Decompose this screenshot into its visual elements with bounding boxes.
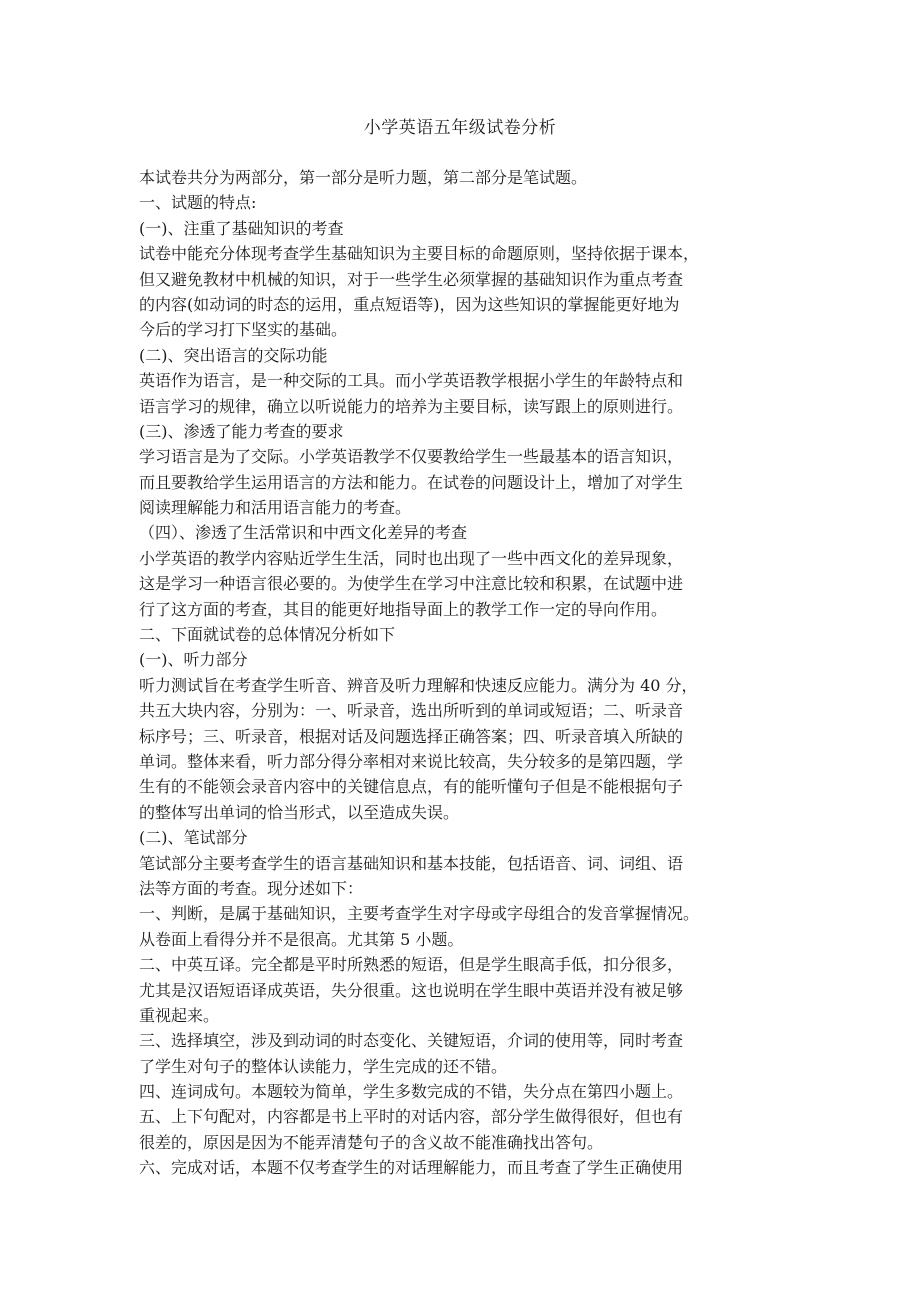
text-line: 生有的不能领会录音内容中的关键信息点，有的能听懂句子但是不能根据句子 (139, 777, 684, 797)
text-line: 共五大块内容，分别为：一、听录音，选出所听到的单词或短语；二、听录音 (139, 701, 684, 721)
text-line: 试卷中能充分体现考查学生基础知识为主要目标的命题原则，坚持依据于课本， (139, 244, 700, 264)
subsection-heading: (二)、笔试部分 (139, 828, 248, 848)
text-line: 从卷面上看得分并不是很高。尤其第 5 小题。 (139, 929, 464, 949)
text-line: 但又避免教材中机械的知识，对于一些学生必须掌握的基础知识作为重点考查 (139, 269, 684, 289)
text-line: 笔试部分主要考查学生的语言基础知识和基本技能，包括语音、词、词组、语 (139, 853, 684, 873)
text-line: 的整体写出单词的恰当形式，以至造成失误。 (139, 802, 460, 822)
text-line: 行了这方面的考查，其目的能更好地指导面上的教学工作一定的导向作用。 (139, 599, 668, 619)
text-line: 单词。整体来看，听力部分得分率相对来说比较高，失分较多的是第四题，学 (139, 751, 684, 771)
subsection-heading: (二)、突出语言的交际功能 (139, 345, 328, 365)
text-line: 六、完成对话，本题不仅考查学生的对话理解能力，而且考查了学生正确使用 (139, 1158, 684, 1178)
text-line: 二、中英互译。完全都是平时所熟悉的短语，但是学生眼高手低，扣分很多， (139, 955, 684, 975)
subsection-heading: (一)、注重了基础知识的考查 (139, 218, 344, 238)
text-line: 五、上下句配对，内容都是书上平时的对话内容，部分学生做得很好，但也有 (139, 1107, 684, 1127)
section-heading: 一、试题的特点: (139, 193, 257, 213)
text-line: 很差的，原因是因为不能弄清楚句子的含义故不能准确找出答句。 (139, 1132, 604, 1152)
document-body (139, 165, 789, 1181)
document-title: 小学英语五年级试卷分析 (363, 118, 557, 138)
subsection-heading: (一)、听力部分 (139, 650, 248, 670)
text-line: 本试卷共分为两部分，第一部分是听力题，第二部分是笔试题。 (139, 168, 588, 187)
text-line: 标序号；三、听录音，根据对话及问题选择正确答案；四、听录音填入所缺的 (139, 726, 684, 746)
text-line: 语言学习的规律，确立以听说能力的培养为主要目标，读写跟上的原则进行。 (139, 396, 684, 416)
text-line: 四、连词成句。本题较为简单，学生多数完成的不错，失分点在第四小题上。 (139, 1082, 684, 1102)
text-line: 小学英语的教学内容贴近学生生活，同时也出现了一些中西文化的差异现象， (139, 548, 684, 568)
section-heading: 二、下面就试卷的总体情况分析如下 (139, 625, 396, 645)
subsection-heading: （四）、渗透了生活常识和中西文化差异的考查 (139, 523, 468, 543)
text-line: 阅读理解能力和活用语言能力的考查。 (139, 498, 412, 518)
text-line: 了学生对句子的整体认读能力，学生完成的还不错。 (139, 1056, 508, 1076)
text-line: 法等方面的考查。现分述如下： (139, 878, 364, 898)
text-line: 今后的学习打下坚实的基础。 (139, 320, 348, 340)
text-line: 英语作为语言，是一种交际的工具。而小学英语教学根据小学生的年龄特点和 (139, 371, 684, 391)
text-line: 的内容(如动词的时态的运用，重点短语等)，因为这些知识的掌握能更好地为 (139, 294, 680, 314)
text-line: 尤其是汉语短语译成英语，失分很重。这也说明在学生眼中英语并没有被足够 (139, 980, 684, 1000)
text-line: 而且要教给学生运用语言的方法和能力。在试卷的问题设计上，增加了对学生 (139, 472, 684, 492)
subsection-heading: (三)、渗透了能力考查的要求 (139, 421, 344, 441)
text-line: 这是学习一种语言很必要的。为使学生在学习中注意比较和积累，在试题中进 (139, 574, 684, 594)
text-line: 学习语言是为了交际。小学英语教学不仅要教给学生一些最基本的语言知识， (139, 447, 684, 467)
text-line: 三、选择填空，涉及到动词的时态变化、关键短语，介词的使用等，同时考查 (139, 1031, 684, 1051)
text-line: 听力测试旨在考查学生听音、辨音及听力理解和快速反应能力。满分为 40 分， (139, 675, 698, 695)
text-line: 重视起来。 (139, 1005, 220, 1025)
text-line: 一、判断，是属于基础知识，主要考查学生对字母或字母组合的发音掌握情况。 (139, 904, 700, 924)
